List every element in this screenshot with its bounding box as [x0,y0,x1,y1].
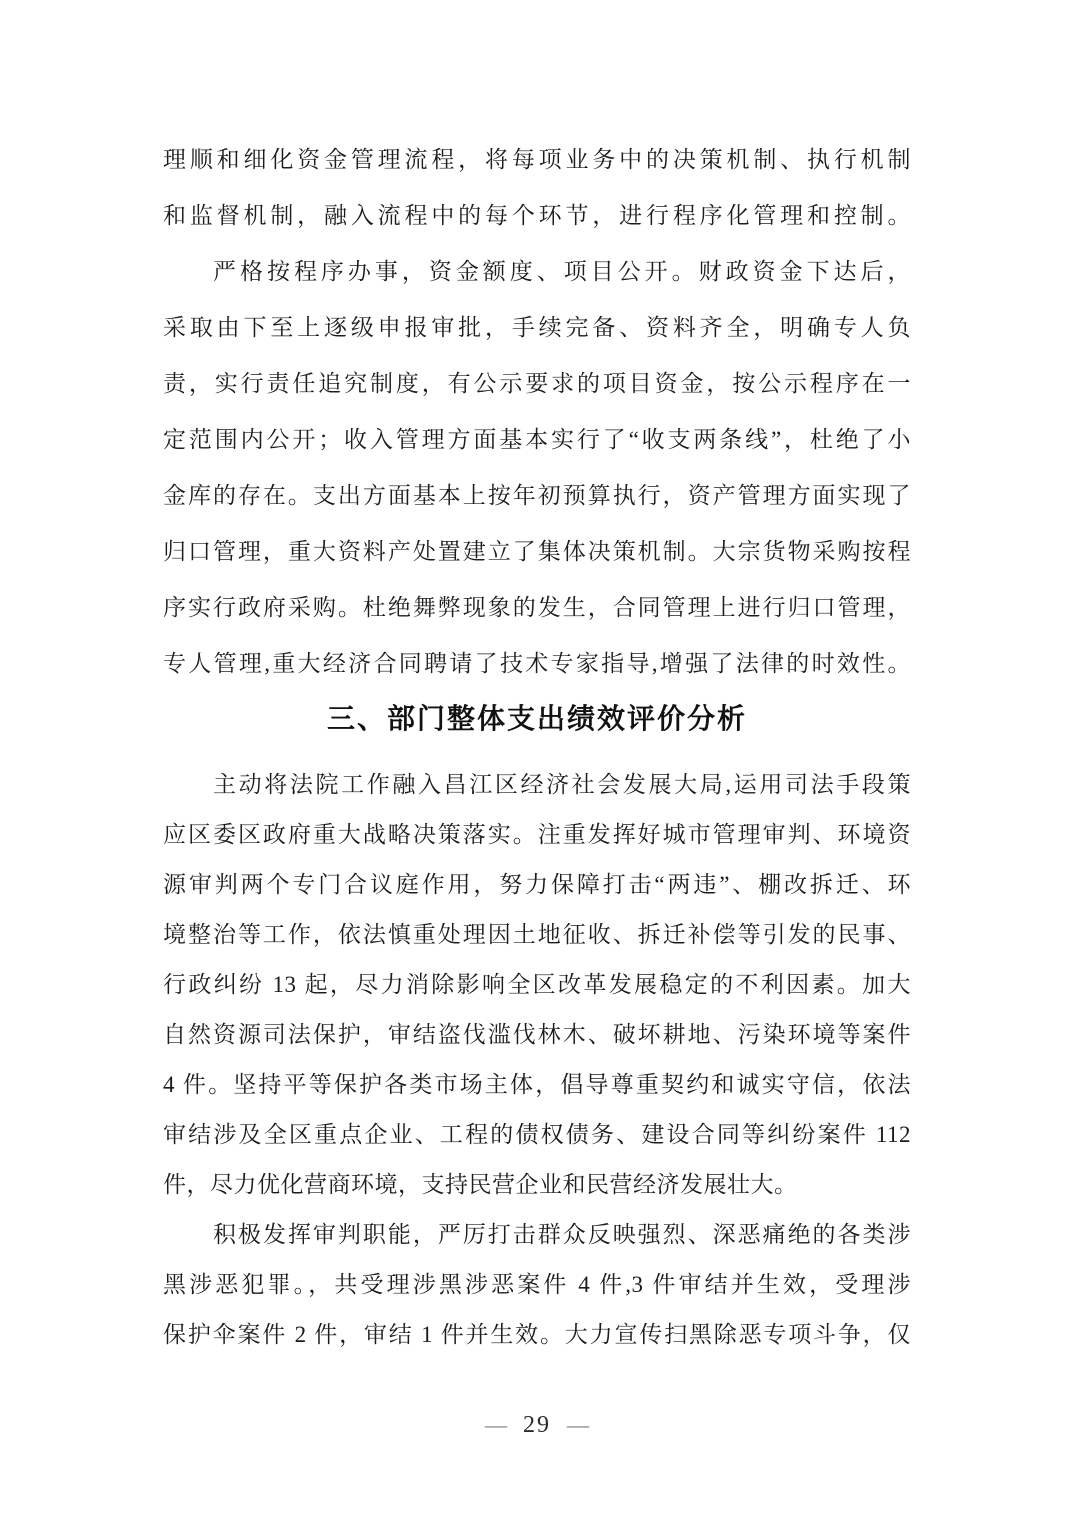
body-line-paragraph-end: 件，尽力优化营商环境，支持民营企业和民营经济发展壮大。 [163,1172,798,1197]
body-line: 金库的存在。支出方面基本上按年初预算执行，资产管理方面实现了 [163,483,911,508]
body-line-paragraph-start: 积极发挥审判职能，严厉打击群众反映强烈、深恶痛绝的各类涉 [213,1222,911,1247]
body-line: 理顺和细化资金管理流程，将每项业务中的决策机制、执行机制 [163,147,911,172]
section-heading: 三、部门整体支出绩效评价分析 [326,704,747,735]
section-fund-management [163,132,911,692]
section-performance-analysis [163,760,911,1360]
body-line: 境整治等工作，依法慎重处理因土地征收、拆迁补偿等引发的民事、 [163,922,911,947]
body-line: 审结涉及全区重点企业、工程的债权债务、建设合同等纠纷案件 112 [163,1122,911,1147]
body-line-paragraph-start: 主动将法院工作融入昌江区经济社会发展大局,运用司法手段策 [213,772,911,797]
body-line: 4 件。坚持平等保护各类市场主体，倡导尊重契约和诚实守信，依法 [163,1072,911,1097]
page-footer [0,1406,1074,1444]
body-line: 定范围内公开；收入管理方面基本实行了“收支两条线”，杜绝了小 [163,427,911,452]
body-line: 黑涉恶犯罪。，共受理涉黑涉恶案件 4 件,3 件审结并生效，受理涉 [163,1272,911,1297]
body-line: 自然资源司法保护，审结盗伐滥伐林木、破坏耕地、污染环境等案件 [163,1022,911,1047]
body-line-paragraph-start: 严格按程序办事，资金额度、项目公开。财政资金下达后， [213,259,911,284]
body-line: 专人管理,重大经济合同聘请了技术专家指导,增强了法律的时效性。 [163,651,911,676]
body-line: 责，实行责任追究制度，有公示要求的项目资金，按公示程序在一 [163,371,911,396]
body-line: 采取由下至上逐级申报审批，手续完备、资料齐全，明确专人负 [163,315,911,340]
page-number: 29 [523,1412,551,1438]
body-line: 保护伞案件 2 件，审结 1 件并生效。大力宣传扫黑除恶专项斗争，仅 [163,1322,911,1347]
body-line: 源审判两个专门合议庭作用，努力保障打击“两违”、棚改拆迁、环 [163,872,911,897]
body-line: 归口管理，重大资料产处置建立了集体决策机制。大宗货物采购按程 [163,539,911,564]
body-line: 应区委区政府重大战略决策落实。注重发挥好城市管理审判、环境资 [163,822,911,847]
footer-dash-left: — [485,1412,507,1437]
body-line: 行政纠纷 13 起，尽力消除影响全区改革发展稳定的不利因素。加大 [163,972,911,997]
body-line: 和监督机制，融入流程中的每个环节，进行程序化管理和控制。 [163,203,911,228]
footer-dash-right: — [567,1412,589,1437]
body-line: 序实行政府采购。杜绝舞弊现象的发生，合同管理上进行归口管理， [163,595,911,620]
